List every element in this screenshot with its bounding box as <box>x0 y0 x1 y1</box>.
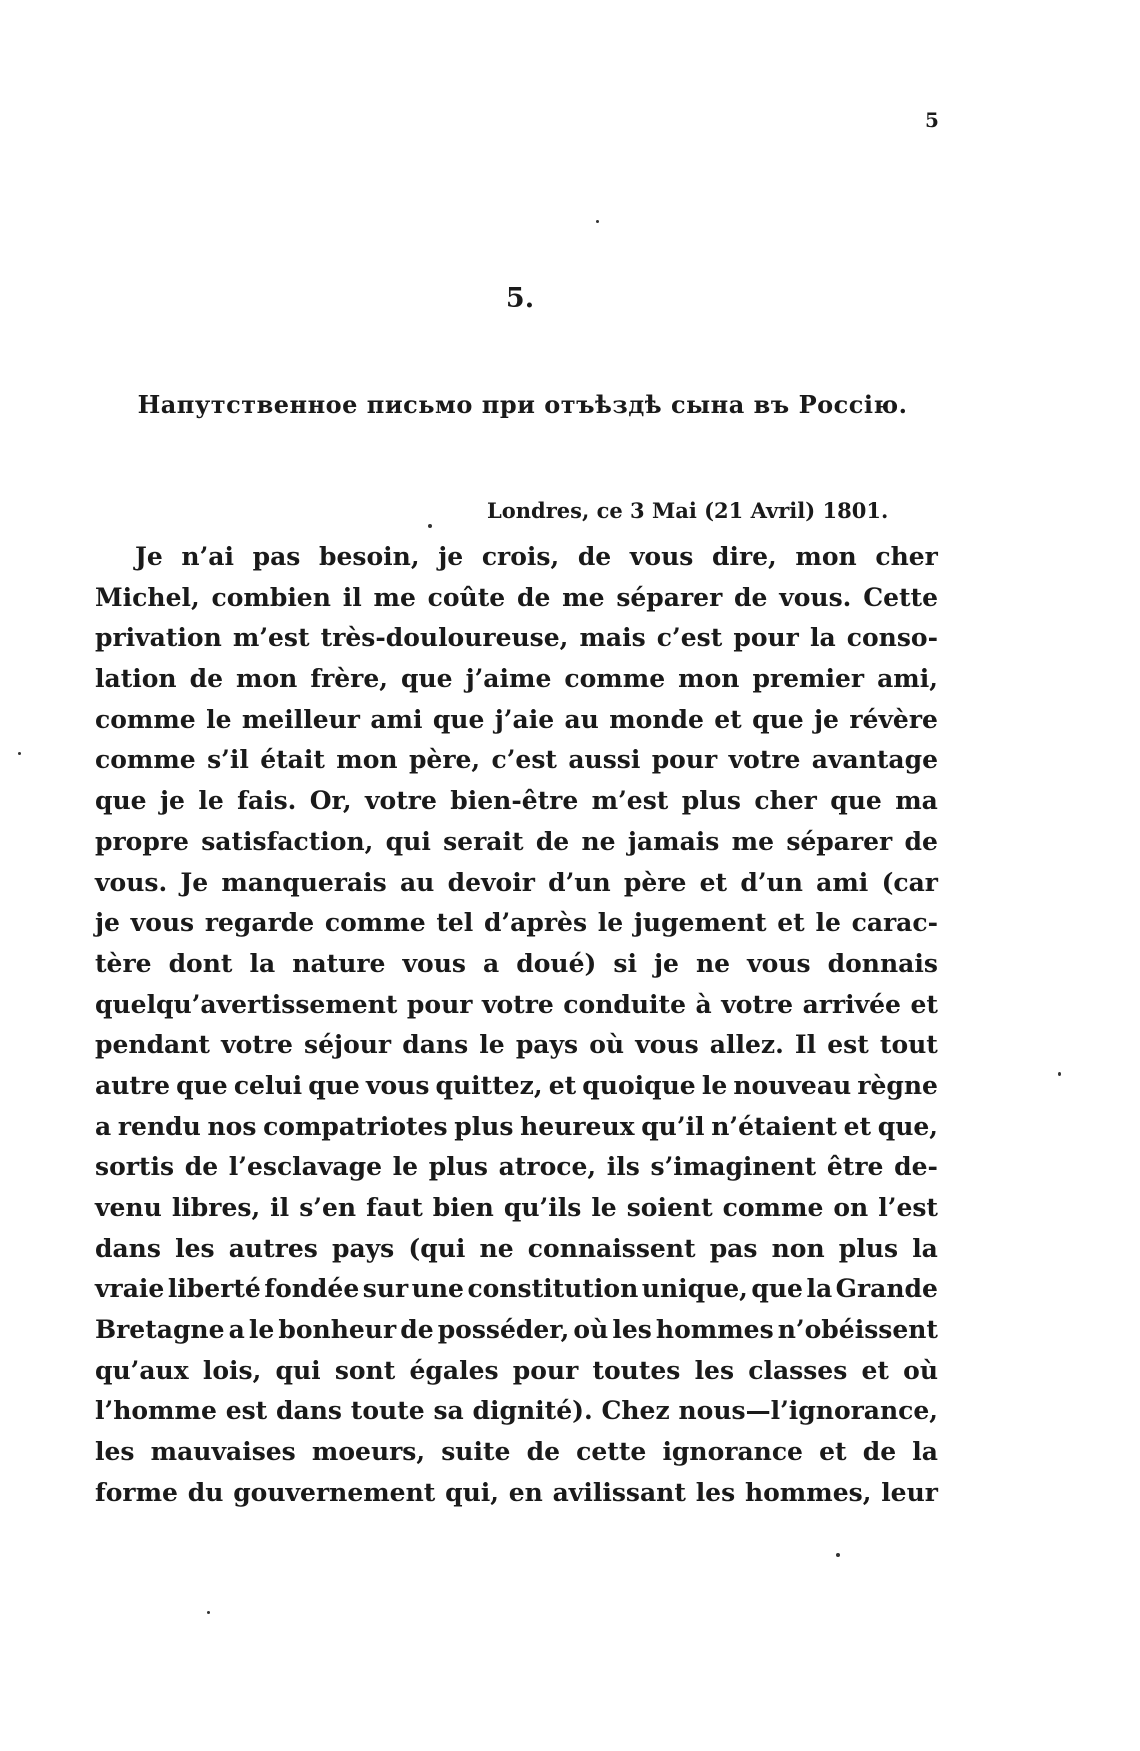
text-line: quelqu’avertissement pour votre conduite à votre arrivée et <box>95 989 938 1019</box>
text-line: Michel, combien il me coûte de me séparer de vous. Cette <box>95 582 938 612</box>
scan-speck <box>836 1553 840 1557</box>
text-line: je vous regarde comme tel d’après le jugement et le carac- <box>95 908 938 938</box>
text-line: venu libres, il s’en faut bien qu’ils le soient comme on l’est <box>95 1193 938 1222</box>
text-line: privation m’est très-douloureuse, mais c’est pour la conso- <box>95 623 938 653</box>
text-line: l’homme est dans toute sa dignité). Chez nous—l’ignorance, <box>95 1396 938 1426</box>
text-line: qu’aux lois, qui sont égales pour toutes les classes et où <box>95 1355 938 1385</box>
text-line: sortis de l’esclavage le plus atroce, ils s’imaginent être de- <box>95 1152 938 1182</box>
text-line: Je n’ai pas besoin, je crois, de vous dire, mon cher <box>135 542 938 571</box>
text-line: vous. Je manquerais au devoir d’un père et d’un ami (car <box>95 867 938 897</box>
text-line: les mauvaises moeurs, suite de cette ignorance et de la <box>95 1437 938 1467</box>
text-line: tère dont la nature vous a doué) si je ne vous donnais <box>95 948 938 978</box>
page-number: 5 <box>925 108 939 132</box>
text-line: comme s’il était mon père, c’est aussi pour votre avantage <box>95 745 938 775</box>
text-line: propre satisfaction, qui serait de ne jamais me séparer de <box>95 826 938 856</box>
text-line: forme du gouvernement qui, en avilissant les hommes, leur <box>95 1477 938 1507</box>
scan-speck <box>18 752 21 755</box>
scan-speck <box>596 220 599 223</box>
dateline: Londres, ce 3 Mai (21 Avril) 1801. <box>487 498 889 523</box>
scan-speck <box>428 524 432 528</box>
text-line: lation de mon frère, que j’aime comme mon premier ami, <box>95 664 938 694</box>
letter-title: Напутственное письмо при отъѣздѣ сына въ Россiю. <box>137 390 908 419</box>
text-line: pendant votre séjour dans le pays où vous allez. Il est tout <box>95 1030 938 1060</box>
text-line: que je le fais. Or, votre bien-être m’est plus cher que ma <box>95 786 938 816</box>
letter-number: 5. <box>505 283 535 314</box>
text-line: vraie liberté fondée sur une constitution unique, que la Grande <box>95 1274 938 1304</box>
text-line: Bretagne a le bonheur de posséder, où les hommes n’obéissent <box>95 1315 938 1345</box>
letter-body <box>95 537 938 1514</box>
scan-speck <box>1058 1072 1061 1076</box>
text-line: dans les autres pays (qui ne connaissent pas non plus la <box>95 1233 938 1263</box>
text-line: comme le meilleur ami que j’aie au monde et que je révère <box>95 704 938 734</box>
text-line: autre que celui que vous quittez, et quoique le nouveau règne <box>95 1070 938 1100</box>
scan-speck <box>207 1611 210 1614</box>
text-line: a rendu nos compatriotes plus heureux qu’il n’étaient et que, <box>95 1111 938 1141</box>
